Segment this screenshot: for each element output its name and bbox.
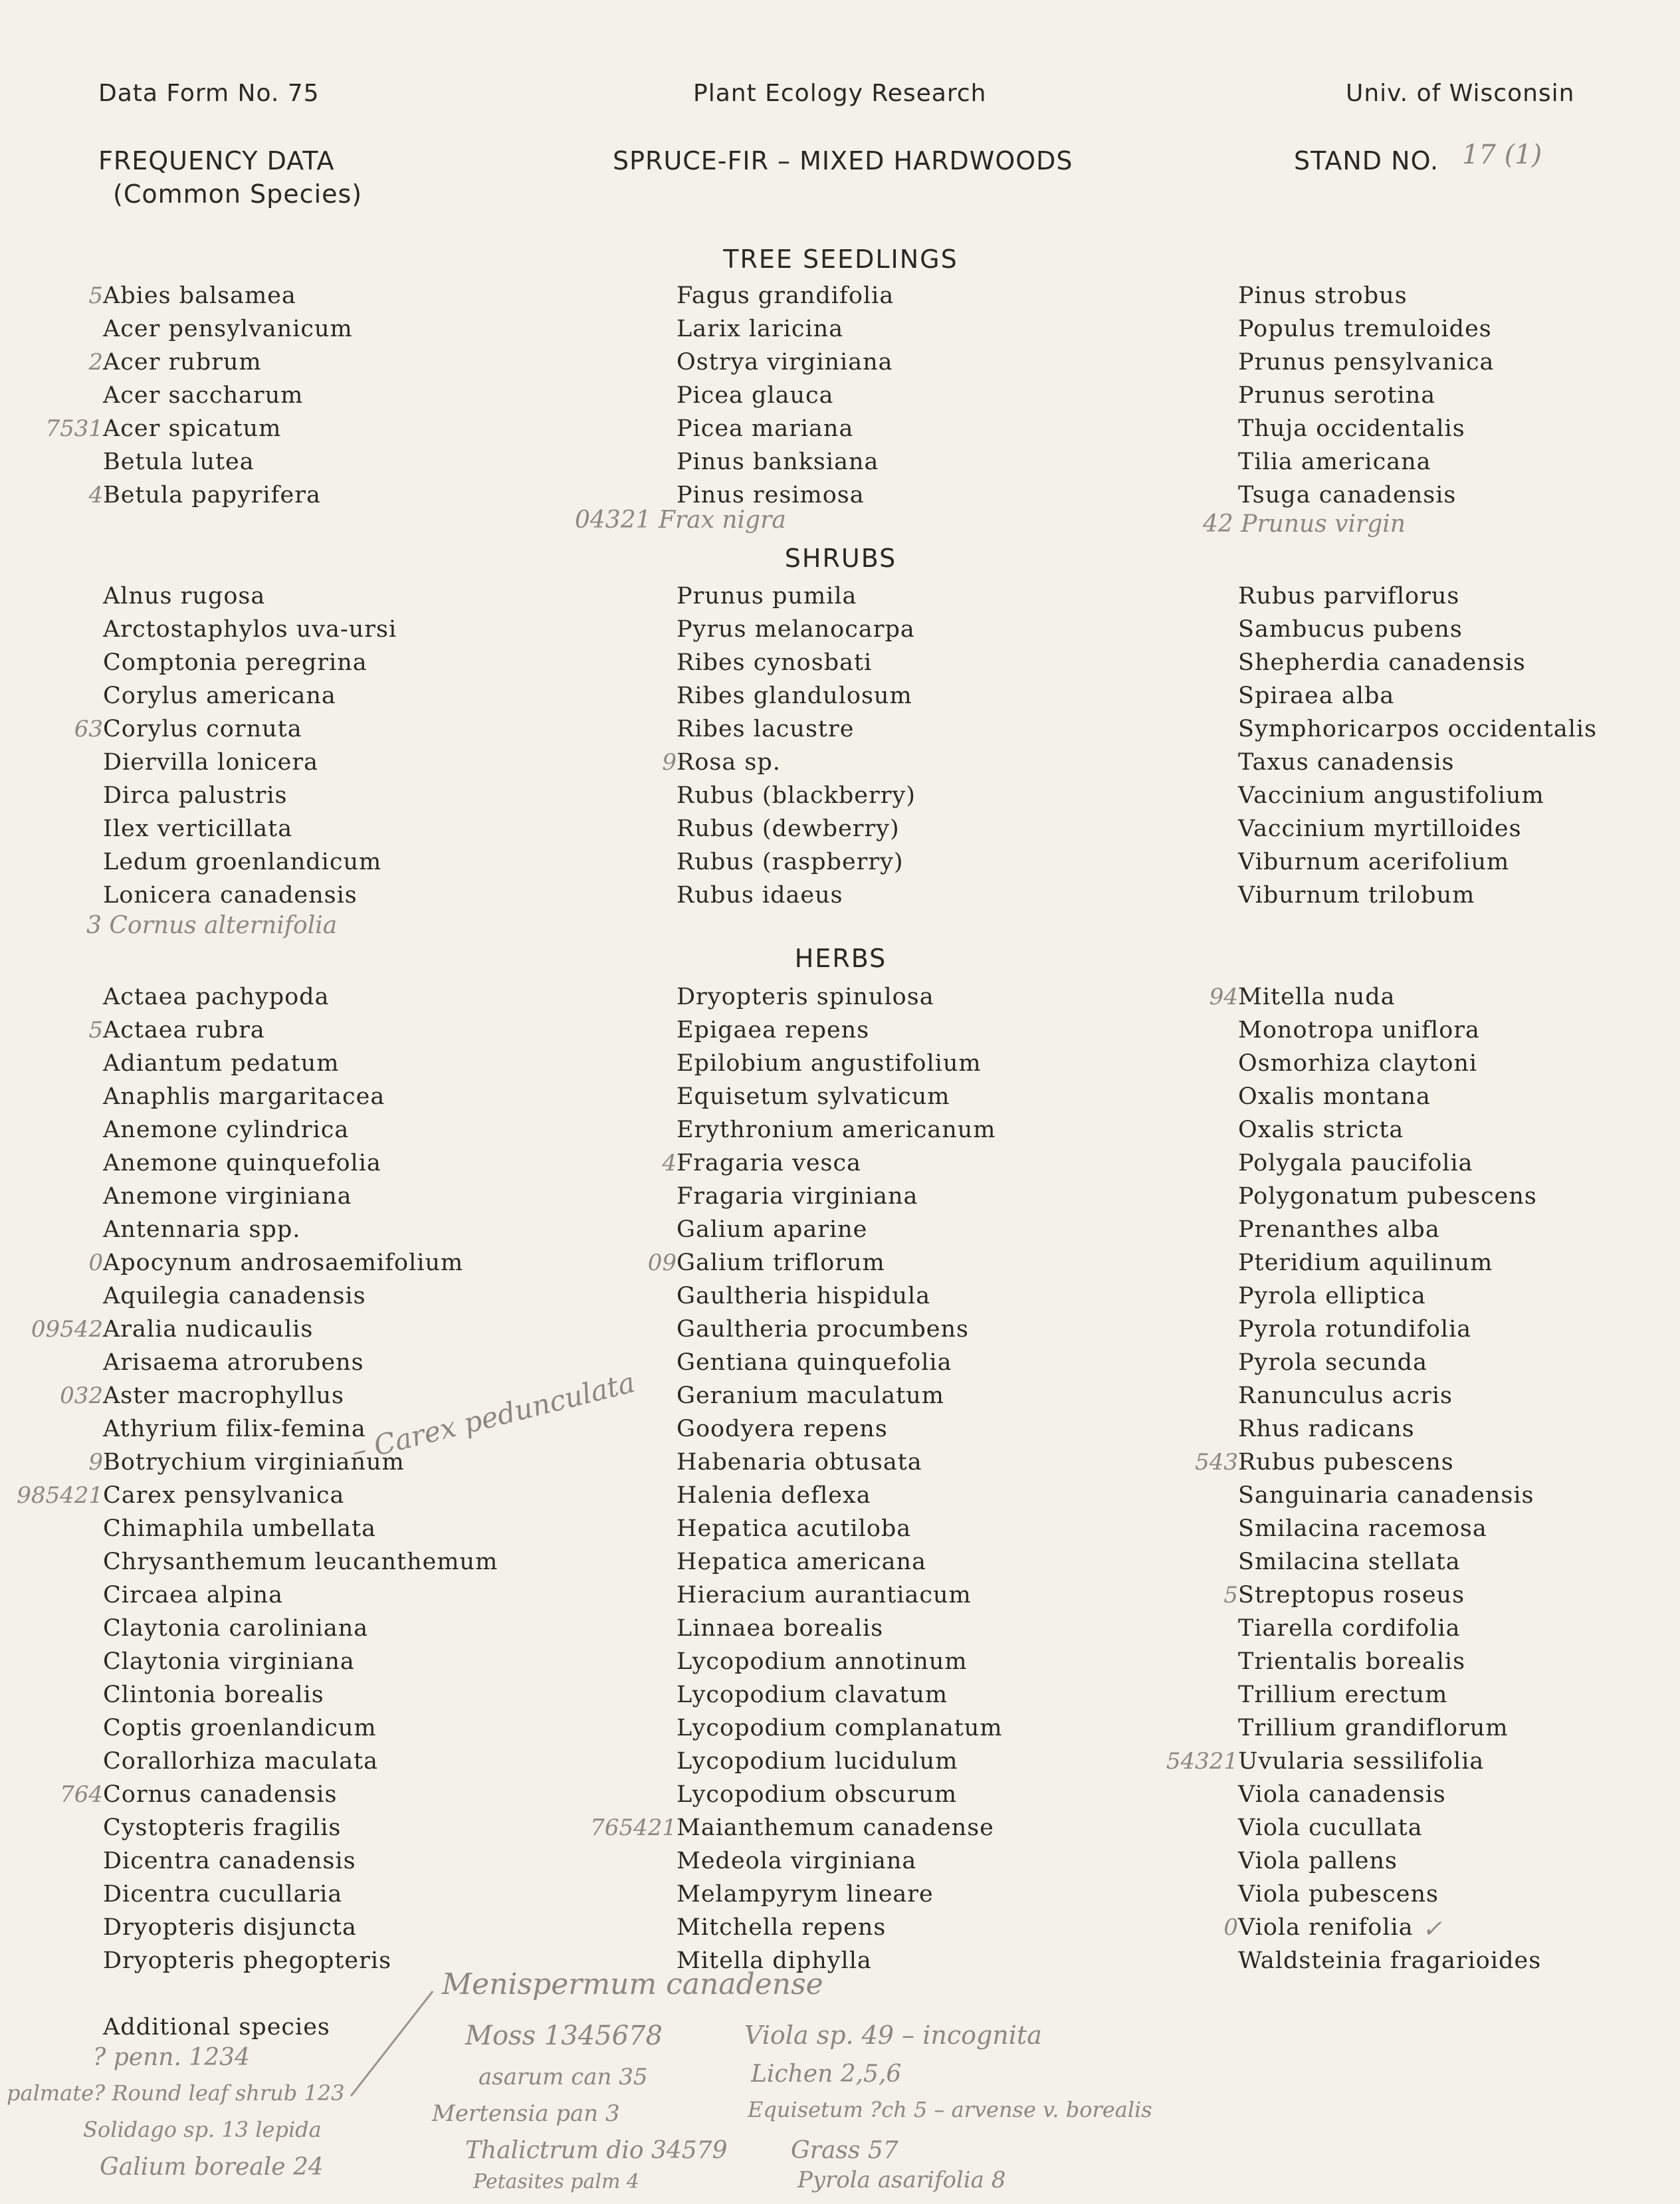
species-item: Pyrola rotundifolia — [1238, 1316, 1472, 1343]
species-item: Mitchella repens — [677, 1914, 887, 1941]
handwritten-tally: 5 — [88, 282, 103, 309]
species-item: Aquilegia canadensis — [103, 1283, 366, 1309]
handwritten-prunus-note: 42 Prunus virgin — [1203, 510, 1406, 538]
species-item: Goodyera repens — [677, 1416, 888, 1442]
species-item: Trillium erectum — [1238, 1682, 1448, 1708]
species-item: Picea mariana — [677, 415, 854, 442]
species-item: Adiantum pedatum — [103, 1050, 340, 1077]
handwritten-tally: 543 — [1195, 1449, 1238, 1476]
common-species-subtitle: (Common Species) — [113, 179, 363, 209]
form-center-heading: Plant Ecology Research — [693, 80, 987, 107]
handwritten-tally: 7531 — [45, 415, 103, 442]
species-item: Claytonia virginiana — [103, 1648, 355, 1675]
species-item: Abies balsamea — [103, 282, 296, 309]
shrubs-col1 — [103, 580, 397, 912]
handwritten-tally: 4 — [88, 482, 103, 508]
species-item: Vaccinium myrtilloides — [1238, 816, 1522, 842]
species-item: Anemone quinquefolia — [103, 1150, 381, 1176]
species-item: Betula papyrifera — [103, 482, 321, 508]
species-item: Mitella diphylla — [677, 1947, 872, 1974]
species-item: Galium aparine — [677, 1216, 868, 1243]
species-item: Rhus radicans — [1238, 1416, 1415, 1442]
handwritten-additional-species: asarum can 35 — [478, 2064, 648, 2090]
species-item: Fagus grandifolia — [677, 282, 894, 309]
species-item: Epigaea repens — [677, 1017, 870, 1044]
species-item: Alnus rugosa — [103, 583, 266, 609]
species-item: Picea glauca — [677, 382, 834, 409]
species-item: Taxus canadensis — [1238, 749, 1455, 776]
species-item: Vaccinium angustifolium — [1238, 782, 1544, 809]
species-item: Medeola virginiana — [677, 1848, 917, 1874]
species-item: Ledum groenlandicum — [103, 849, 382, 875]
handwritten-tally: 0 — [88, 1250, 103, 1276]
species-item: Rubus (dewberry) — [677, 816, 900, 842]
handwritten-additional-species: Solidago sp. 13 lepida — [83, 2117, 322, 2142]
species-item: Hepatica americana — [677, 1549, 926, 1575]
species-item: Actaea rubra — [103, 1017, 265, 1044]
handwritten-tally: 9 — [88, 1449, 103, 1476]
species-item: Lycopodium complanatum — [677, 1715, 1003, 1741]
species-item: Comptonia peregrina — [103, 649, 368, 676]
species-item: Halenia deflexa — [677, 1482, 871, 1509]
species-item: Cystopteris fragilis — [103, 1815, 342, 1841]
species-item: Ribes glandulosum — [677, 683, 912, 709]
tree-seedlings-col1 — [103, 279, 353, 512]
species-item: Acer rubrum — [103, 349, 262, 376]
species-item: Fragaria virginiana — [677, 1183, 918, 1210]
additional-species-text: Additional species — [103, 2014, 330, 2040]
form-institution: Univ. of Wisconsin — [1346, 80, 1575, 107]
species-item: Equisetum sylvaticum — [677, 1083, 950, 1110]
species-item: Maianthemum canadense — [677, 1815, 994, 1841]
species-item: Lycopodium clavatum — [677, 1682, 948, 1708]
handwritten-frax-note: 04321 Frax nigra — [575, 506, 786, 534]
species-item: Diervilla lonicera — [103, 749, 318, 776]
species-item: Gaultheria procumbens — [677, 1316, 969, 1343]
species-item: Dicentra cucullaria — [103, 1881, 343, 1908]
species-item: Apocynum androsaemifolium — [103, 1250, 464, 1276]
species-item: Viola pubescens — [1238, 1881, 1439, 1908]
handwritten-additional-species: Moss 1345678 — [465, 2021, 663, 2051]
species-item: Habenaria obtusata — [677, 1449, 922, 1476]
species-item: Epilobium angustifolium — [677, 1050, 982, 1077]
species-item: Hieracium aurantiacum — [677, 1582, 972, 1608]
species-item: Osmorhiza claytoni — [1238, 1050, 1478, 1077]
handwritten-additional-species: Menispermum canadense — [442, 1967, 823, 2001]
handwritten-tally: 54321 — [1166, 1748, 1238, 1775]
herbs-col1 — [103, 980, 498, 1977]
species-item: Anemone cylindrica — [103, 1117, 350, 1143]
species-item: Ribes cynosbati — [677, 649, 873, 676]
species-item: Circaea alpina — [103, 1582, 283, 1608]
shrubs-col3 — [1238, 580, 1597, 912]
handwritten-tally: 09 — [647, 1250, 677, 1276]
species-item: Thuja occidentalis — [1238, 415, 1465, 442]
tree-seedlings-col2 — [677, 279, 894, 512]
species-item: Aster macrophyllus — [103, 1382, 344, 1409]
checkmark-icon: ✓ — [1422, 1916, 1443, 1943]
species-item: Melampyrym lineare — [677, 1881, 934, 1908]
handwritten-additional-species: Pyrola asarifolia 8 — [797, 2167, 1006, 2193]
species-item: Gentiana quinquefolia — [677, 1349, 952, 1376]
species-item: Rubus idaeus — [677, 882, 843, 909]
handwritten-tally: 5 — [88, 1017, 103, 1044]
tree-seedlings-col3 — [1238, 279, 1494, 512]
species-item: Lycopodium obscurum — [677, 1781, 958, 1808]
species-item: Tsuga canadensis — [1238, 482, 1457, 508]
tree-seedlings-heading: TREE SEEDLINGS — [723, 245, 958, 274]
species-item: Ilex verticillata — [103, 816, 293, 842]
species-item: Prunus pumila — [677, 583, 857, 609]
species-item: Mitella nuda — [1238, 984, 1396, 1010]
species-item: Corallorhiza maculata — [103, 1748, 378, 1775]
species-item: Rubus (blackberry) — [677, 782, 916, 809]
frequency-data-title: FREQUENCY DATA — [98, 146, 335, 175]
species-item: Viola renifolia — [1238, 1914, 1414, 1941]
handwritten-additional-species: ? penn. 1234 — [93, 2044, 250, 2071]
species-item: Lonicera canadensis — [103, 882, 358, 909]
species-item: Antennaria spp. — [103, 1216, 301, 1243]
species-item: Ostrya virginiana — [677, 349, 893, 376]
herbs-col2 — [677, 980, 1003, 1977]
species-item: Dryopteris spinulosa — [677, 984, 934, 1010]
species-item: Chrysanthemum leucanthemum — [103, 1549, 498, 1575]
herbs-heading: HERBS — [794, 944, 887, 973]
species-item: Pinus resimosa — [677, 482, 865, 508]
species-item: Linnaea borealis — [677, 1615, 884, 1642]
species-item: Pyrus melanocarpa — [677, 616, 915, 643]
handwritten-tally: 9 — [662, 749, 677, 776]
species-item: Claytonia caroliniana — [103, 1615, 369, 1642]
species-item: Galium triflorum — [677, 1250, 885, 1276]
species-item: Chimaphila umbellata — [103, 1515, 376, 1542]
species-item: Betula lutea — [103, 449, 255, 475]
species-item: Dirca palustris — [103, 782, 288, 809]
species-item: Smilacina stellata — [1238, 1549, 1461, 1575]
species-item: Carex pensylvanica — [103, 1482, 345, 1509]
handwritten-tally: 4 — [662, 1150, 677, 1176]
species-item: Viburnum trilobum — [1238, 882, 1475, 909]
species-item: Aralia nudicaulis — [103, 1316, 314, 1343]
additional-species-label — [103, 2011, 330, 2044]
shrubs-heading: SHRUBS — [784, 544, 897, 573]
species-item: Viola canadensis — [1238, 1781, 1446, 1808]
species-item: Rosa sp. — [677, 749, 781, 776]
species-item: Waldsteinia fragarioides — [1238, 1947, 1542, 1974]
handwritten-additional-species: palmate? Round leaf shrub 123 — [7, 2080, 345, 2106]
species-item: Arisaema atrorubens — [103, 1349, 364, 1376]
species-item: Rubus parviflorus — [1238, 583, 1460, 609]
species-item: Monotropa uniflora — [1238, 1017, 1480, 1044]
handwritten-tally: 2 — [88, 349, 103, 376]
species-item: Pteridium aquilinum — [1238, 1250, 1493, 1276]
species-item: Oxalis montana — [1238, 1083, 1431, 1110]
handwritten-additional-species: Mertensia pan 3 — [432, 2100, 620, 2127]
species-item: Polygala paucifolia — [1238, 1150, 1473, 1176]
species-item: Geranium maculatum — [677, 1382, 944, 1409]
handwritten-cornus-note: 3 Cornus alternifolia — [86, 912, 338, 939]
handwritten-tally: 94 — [1209, 984, 1238, 1010]
species-item: Pyrola elliptica — [1238, 1283, 1426, 1309]
handwritten-tally: 63 — [74, 716, 103, 742]
handwritten-additional-species: Equisetum ?ch 5 – arvense v. borealis — [748, 2097, 1152, 2122]
handwritten-tally: 0 — [1223, 1914, 1238, 1941]
stand-number-value: 17 (1) — [1462, 140, 1542, 170]
forest-type-title: SPRUCE-FIR – MIXED HARDWOODS — [613, 146, 1073, 175]
species-item: Coptis groenlandicum — [103, 1715, 377, 1741]
species-item: Rubus pubescens — [1238, 1449, 1454, 1476]
species-item: Lycopodium annotinum — [677, 1648, 968, 1675]
form-number: Data Form No. 75 — [98, 80, 320, 107]
species-item: Acer pensylvanicum — [103, 316, 353, 342]
handwritten-additional-species: Galium boreale 24 — [100, 2153, 324, 2181]
species-item: Shepherdia canadensis — [1238, 649, 1526, 676]
species-item: Athyrium filix-femina — [103, 1416, 366, 1442]
species-item: Populus tremuloides — [1238, 316, 1492, 342]
species-item: Acer spicatum — [103, 415, 282, 442]
species-item: Prenanthes alba — [1238, 1216, 1440, 1243]
herbs-col3 — [1238, 980, 1541, 1977]
species-item: Cornus canadensis — [103, 1781, 338, 1808]
handwritten-additional-species: Grass 57 — [791, 2137, 898, 2164]
handwritten-tally: 765421 — [590, 1815, 677, 1841]
species-item: Tilia americana — [1238, 449, 1431, 475]
species-item: Tiarella cordifolia — [1238, 1615, 1461, 1642]
stand-number-label: STAND NO. — [1294, 146, 1439, 175]
species-item: Ribes lacustre — [677, 716, 855, 742]
species-item: Trientalis borealis — [1238, 1648, 1466, 1675]
species-item: Streptopus roseus — [1238, 1582, 1465, 1608]
species-item: Clintonia borealis — [103, 1682, 324, 1708]
species-item: Symphoricarpos occidentalis — [1238, 716, 1598, 742]
species-item: Fragaria vesca — [677, 1150, 861, 1176]
species-item: Corylus cornuta — [103, 716, 302, 742]
species-item: Larix laricina — [677, 316, 844, 342]
species-item: Anaphlis margaritacea — [103, 1083, 385, 1110]
species-item: Sambucus pubens — [1238, 616, 1463, 643]
species-item: Prunus serotina — [1238, 382, 1436, 409]
species-item: Oxalis stricta — [1238, 1117, 1404, 1143]
species-item: Sanguinaria canadensis — [1238, 1482, 1534, 1509]
species-item: Rubus (raspberry) — [677, 849, 904, 875]
species-item: Hepatica acutiloba — [677, 1515, 912, 1542]
species-item: Smilacina racemosa — [1238, 1515, 1487, 1542]
species-item: Gaultheria hispidula — [677, 1283, 931, 1309]
species-item: Polygonatum pubescens — [1238, 1183, 1537, 1210]
species-item: Uvularia sessilifolia — [1238, 1748, 1485, 1775]
species-item: Pinus banksiana — [677, 449, 879, 475]
handwritten-stroke — [350, 1991, 433, 2096]
species-item: Acer saccharum — [103, 382, 304, 409]
handwritten-tally: 032 — [60, 1382, 103, 1409]
species-item: Trillium grandiflorum — [1238, 1715, 1509, 1741]
species-item: Viola cucullata — [1238, 1815, 1423, 1841]
handwritten-additional-species: Thalictrum dio 34579 — [465, 2137, 728, 2164]
species-item: Viburnum acerifolium — [1238, 849, 1510, 875]
handwritten-additional-species: Petasites palm 4 — [473, 2170, 640, 2193]
species-item: Dryopteris disjuncta — [103, 1914, 357, 1941]
species-item: Actaea pachypoda — [103, 984, 330, 1010]
species-item: Pyrola secunda — [1238, 1349, 1427, 1376]
handwritten-carex-note: – Carex pedunculata — [348, 1365, 639, 1468]
species-item: Corylus americana — [103, 683, 336, 709]
handwritten-tally: 985421 — [17, 1482, 103, 1509]
species-item: Anemone virginiana — [103, 1183, 352, 1210]
species-item: Dryopteris phegopteris — [103, 1947, 392, 1974]
species-item: Prunus pensylvanica — [1238, 349, 1495, 376]
species-item: Ranunculus acris — [1238, 1382, 1453, 1409]
species-item: Spiraea alba — [1238, 683, 1395, 709]
handwritten-additional-species: Viola sp. 49 – incognita — [744, 2021, 1042, 2050]
species-item: Viola pallens — [1238, 1848, 1398, 1874]
handwritten-tally: 09542 — [31, 1316, 103, 1343]
species-item: Dicentra canadensis — [103, 1848, 356, 1874]
species-item: Erythronium americanum — [677, 1117, 996, 1143]
shrubs-col2 — [677, 580, 916, 912]
handwritten-tally: 5 — [1223, 1582, 1238, 1608]
species-item: Lycopodium lucidulum — [677, 1748, 958, 1775]
species-item: Arctostaphylos uva-ursi — [103, 616, 397, 643]
species-item: Botrychium virginianum — [103, 1449, 405, 1476]
handwritten-tally: 764 — [60, 1781, 103, 1808]
handwritten-additional-species: Lichen 2,5,6 — [751, 2060, 902, 2088]
species-item: Pinus strobus — [1238, 282, 1408, 309]
